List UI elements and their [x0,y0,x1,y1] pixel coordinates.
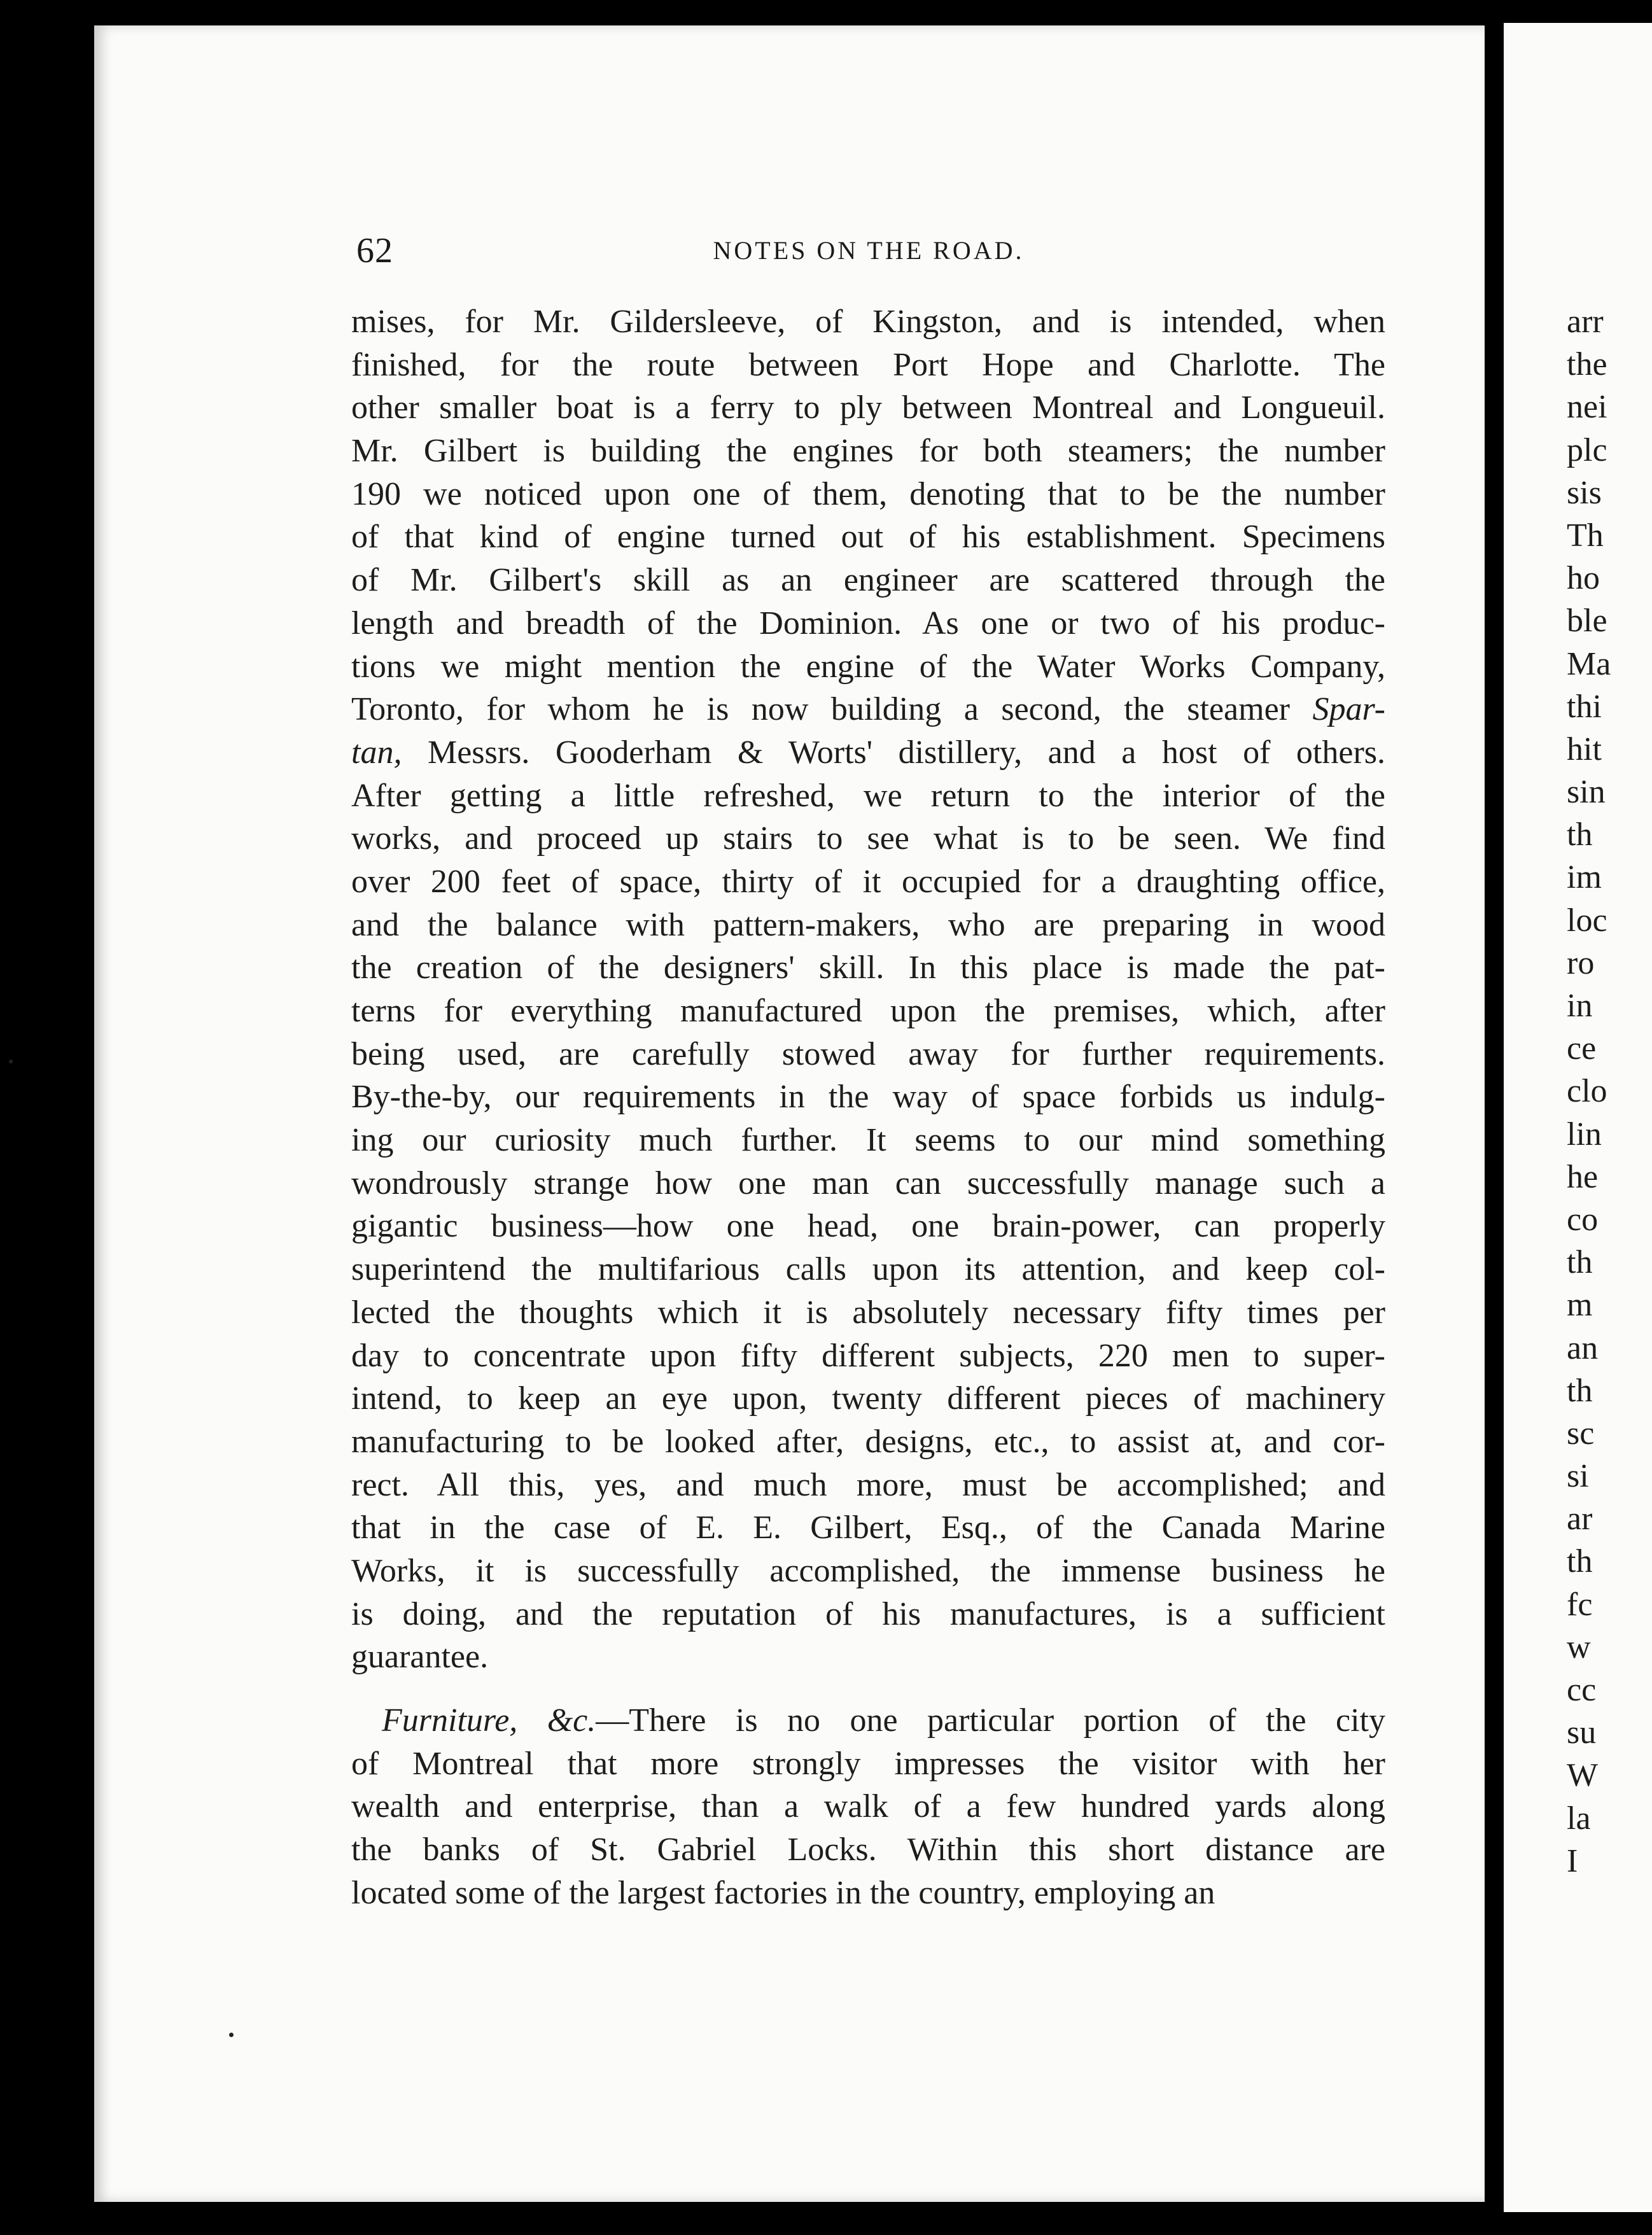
text-line: gigantic business—how one head, one brain-power, can properly [351,1208,1385,1245]
facing-page-fragment: clo [1567,1073,1607,1110]
facing-page-fragment: th [1567,1543,1593,1580]
facing-page-fragment: fc [1567,1586,1593,1623]
facing-page-fragment: in [1567,988,1593,1024]
facing-page-fragment: loc [1567,902,1607,939]
facing-page-fragment: sc [1567,1415,1595,1452]
text-line: day to concentrate upon fifty different subjects, 220 men to super- [351,1337,1385,1374]
facing-page-fragment: w [1567,1629,1591,1665]
text-line: of Montreal that more strongly impresses the visitor with her [351,1745,1385,1782]
text-line: that in the case of E. E. Gilbert, Esq., of the Canada Marine [351,1510,1385,1546]
facing-page-fragment: he [1567,1158,1599,1195]
text-line: wondrously strange how one man can successfully manage such a [351,1165,1385,1202]
facing-page-fragment: hit [1567,731,1602,767]
facing-page-fragment: arr [1567,304,1604,340]
print-speck [9,1060,13,1063]
text-line: other smaller boat is a ferry to ply between Montreal and Longueuil. [351,389,1385,426]
facing-page-fragment: im [1567,859,1602,896]
facing-page-fragment: sin [1567,774,1606,811]
facing-page-fragment: th [1567,1244,1593,1281]
page-number: 62 [356,231,393,270]
text-line: the banks of St. Gabriel Locks. Within this short distance are [351,1832,1385,1868]
facing-page-fragment: m [1567,1287,1593,1324]
facing-page-fragment: sis [1567,474,1602,511]
text-line: intend, to keep an eye upon, twenty different pieces of machinery [351,1380,1385,1417]
text-line: rect. All this, yes, and much more, must be accomplished; and [351,1466,1385,1503]
text-line: length and breadth of the Dominion. As one or two of his produc- [351,605,1385,641]
text-line: tan, Messrs. Gooderham & Worts' distillery, and a host of others. [351,734,1385,771]
text-line: manufacturing to be looked after, designs, etc., to assist at, and cor- [351,1423,1385,1460]
text-line: Furniture, &c.—There is no one particular portion of the city [382,1702,1385,1739]
facing-page-fragment: ro [1567,944,1595,981]
facing-page-fragment: W [1567,1757,1599,1794]
text-line: tions we might mention the engine of the Water Works Company, [351,648,1385,685]
facing-page-fragment: th [1567,1372,1593,1409]
text-line: Toronto, for whom he is now building a second, the steamer Spar- [351,691,1385,728]
text-line: wealth and enterprise, than a walk of a few hundred yards along [351,1788,1385,1825]
facing-page-fragment: ble [1567,603,1607,640]
text-line: works, and proceed up stairs to see what is to be seen. We find [351,820,1385,857]
facing-page-fragment: nei [1567,389,1607,426]
facing-page-fragment: Ma [1567,645,1611,682]
facing-page-fragment: su [1567,1714,1597,1751]
text-line: By-the-by, our requirements in the way of space forbids us indulg- [351,1079,1385,1116]
text-line: located some of the largest factories in the country, employing an [351,1874,1215,1911]
text-line: After getting a little refreshed, we return to the interior of the [351,777,1385,814]
facing-page-fragment: an [1567,1329,1599,1366]
facing-page-fragment: lin [1567,1116,1602,1153]
text-line: and the balance with pattern-makers, who are preparing in wood [351,906,1385,943]
text-line: is doing, and the reputation of his manufactures, is a sufficient [351,1595,1385,1632]
text-line: guarantee. [351,1639,489,1676]
text-line: lected the thoughts which it is absolutely necessary fifty times per [351,1294,1385,1331]
text-line: of Mr. Gilbert's skill as an engineer are scattered through the [351,562,1385,599]
facing-page-fragment: co [1567,1201,1599,1238]
print-speck [229,2033,234,2037]
book-gutter [1485,0,1504,2235]
facing-page-fragment: plc [1567,431,1607,468]
text-line: 190 we noticed upon one of them, denoting that to be the number [351,475,1385,512]
facing-page-fragment: thi [1567,688,1602,725]
text-line: over 200 feet of space, thirty of it occupied for a draughting office, [351,863,1385,900]
facing-page-text [1567,300,1652,1882]
text-line: terns for everything manufactured upon the premises, which, after [351,993,1385,1029]
facing-page-fragment: th [1567,816,1593,853]
running-head [356,230,1381,275]
text-line: the creation of the designers' skill. In this place is made the pat- [351,949,1385,986]
facing-page-fragment: ho [1567,560,1600,597]
facing-page-fragment: Th [1567,517,1604,554]
text-line: Works, it is successfully accomplished, the immense business he [351,1552,1385,1589]
facing-page-fragment: la [1567,1800,1591,1837]
text-line: being used, are carefully stowed away for further requirements. [351,1035,1385,1072]
text-line: Mr. Gilbert is building the engines for both steamers; the number [351,433,1385,470]
text-line: of that kind of engine turned out of his establishment. Specimens [351,519,1385,556]
facing-page-fragment: ar [1567,1501,1593,1538]
text-line: superintend the multifarious calls upon its attention, and keep col- [351,1251,1385,1288]
facing-page-fragment: cc [1567,1672,1597,1708]
facing-page-fragment: ce [1567,1030,1597,1067]
running-title: NOTES ON THE ROAD. [713,236,1025,265]
text-line: ing our curiosity much further. It seems to our mind something [351,1122,1385,1159]
facing-page-fragment: the [1567,346,1607,383]
text-line: mises, for Mr. Gildersleeve, of Kingston, and is intended, when [351,304,1385,340]
facing-page-fragment: I [1567,1842,1578,1879]
paragraph-gap [351,1679,1385,1699]
text-line: finished, for the route between Port Hope and Charlotte. The [351,346,1385,383]
facing-page-fragment: si [1567,1458,1589,1495]
body-text [351,300,1385,1914]
